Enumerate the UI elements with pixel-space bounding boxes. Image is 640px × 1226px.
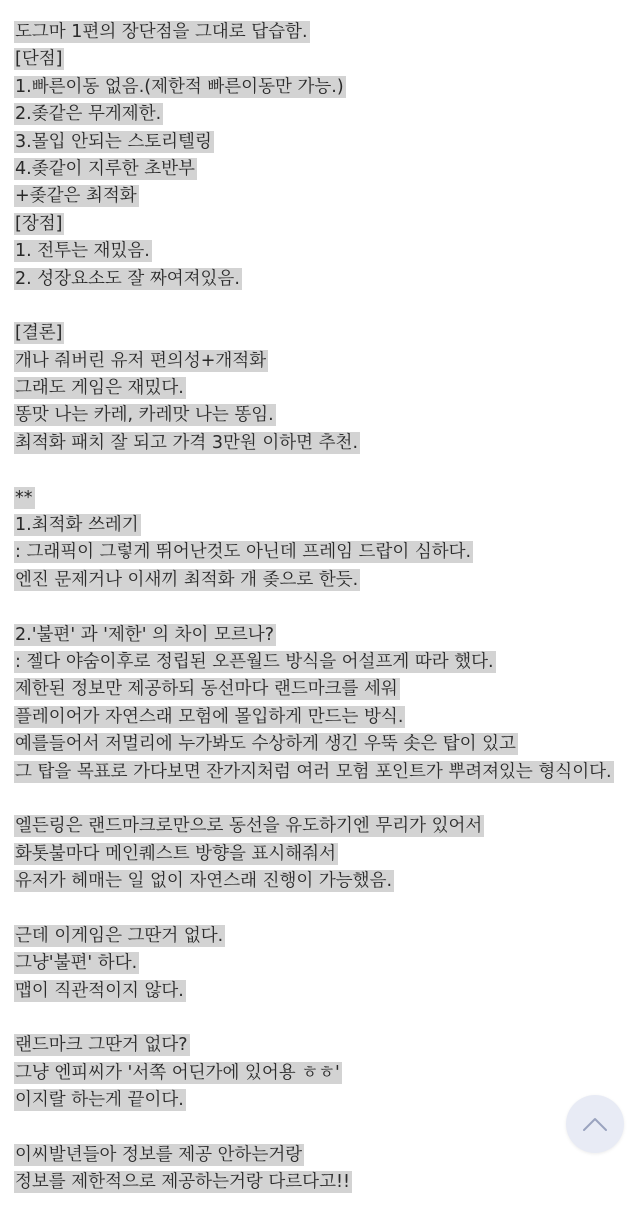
highlighted-text: 플레이어가 자연스래 모험에 몰입하게 만드는 방식. [15,706,404,727]
highlighted-text: 1. 전투는 재밌음. [15,241,150,262]
text-line [14,211,630,238]
text-line [14,841,630,868]
highlighted-text: 정보를 제한적으로 제공하는거랑 다르다고!! [15,1172,351,1193]
text-line [14,375,630,402]
text-line [14,101,630,128]
text-line [14,813,630,840]
text-line [14,1142,630,1169]
text-line [14,512,630,539]
highlighted-text: 똥맛 나는 카레, 카레맛 나는 똥임. [15,405,274,426]
post-body [14,19,630,1197]
highlighted-text: 1.빠른이동 없음.(제한적 빠른이동만 가능.) [15,76,344,97]
highlighted-text: +좆같은 최적화 [15,186,137,207]
text-line [14,402,630,429]
text-line [14,74,630,101]
highlighted-text: 2.좆같은 무게제한. [15,104,162,125]
highlighted-text: 도그마 1편의 장단점을 그대로 답습함. [15,22,308,42]
highlighted-text: 1.최적화 쓰레기 [15,515,139,536]
highlighted-text: 3.몰입 안되는 스토리텔링 [15,131,212,152]
highlighted-text: 랜드마크 그딴거 없다? [15,1035,188,1056]
text-line [14,1032,630,1059]
text-line [14,731,630,758]
highlighted-text: ** [15,487,33,508]
text-line [14,704,630,731]
highlighted-text: 최적화 패치 잘 되고 가격 3만원 이하면 추천. [15,432,359,453]
text-line [14,485,630,512]
highlighted-text: 유저가 헤매는 일 없이 자연스래 진행이 가능했음. [15,871,393,892]
text-line [14,266,630,293]
highlighted-text: 맵이 직관적이지 않다. [15,980,184,1001]
highlighted-text: 이씨발년들아 정보를 제공 안하는거랑 [15,1145,303,1166]
text-line [14,676,630,703]
text-line [14,649,630,676]
highlighted-text: 엔진 문제거나 이새끼 최적화 개 좆으로 한듯. [15,569,359,590]
text-line [14,1087,630,1114]
text-line [14,320,630,347]
highlighted-text: 엘든링은 랜드마크로만으로 동선을 유도하기엔 무리가 있어서 [15,816,483,837]
text-line [14,183,630,210]
blank-line [14,594,630,621]
highlighted-text: 그냥 엔피씨가 '서쪽 어딘가에 있어용 ㅎㅎ' [15,1062,340,1083]
highlighted-text: 이지랄 하는게 끝이다. [15,1090,184,1111]
blank-line [14,457,630,484]
highlighted-text: 그래도 게임은 재밌다. [15,378,184,399]
highlighted-text: 근데 이게임은 그딴거 없다. [15,925,224,946]
blank-line [14,786,630,813]
text-line [14,622,630,649]
text-line [14,19,630,46]
text-line [14,156,630,183]
text-line [14,46,630,73]
highlighted-text: 예를들어서 저멀리에 누가봐도 수상하게 생긴 우뚝 솟은 탑이 있고 [15,734,516,755]
blank-line [14,1005,630,1032]
text-line [14,539,630,566]
text-line [14,923,630,950]
blank-line [14,896,630,923]
blank-line [14,1115,630,1142]
text-line [14,348,630,375]
blank-line [14,293,630,320]
chevron-up-icon [582,1116,608,1132]
highlighted-text: 화톳불마다 메인퀘스트 방향을 표시해줘서 [15,843,336,864]
highlighted-text: 그냥'불편' 하다. [15,953,138,974]
text-line [14,1060,630,1087]
highlighted-text: 개나 줘버린 유저 편의성+개적화 [15,350,267,371]
highlighted-text: 2.'불편' 과 '제한' 의 차이 모르나? [15,624,274,645]
text-line [14,759,630,786]
text-line [14,567,630,594]
highlighted-text: : 그래픽이 그렇게 뛰어난것도 아닌데 프레임 드랍이 심하다. [15,542,472,563]
highlighted-text: 4.좆같이 지루한 초반부 [15,158,195,179]
highlighted-text: 제한된 정보만 제공하되 동선마다 랜드마크를 세워 [15,679,398,700]
text-line [14,868,630,895]
text-line [14,430,630,457]
text-line [14,129,630,156]
scroll-to-top-button[interactable] [566,1095,624,1153]
text-line [14,978,630,1005]
highlighted-text: [장점] [15,213,63,234]
highlighted-text: [단점] [15,49,63,70]
highlighted-text: 2. 성장요소도 잘 짜여져있음. [15,268,240,289]
highlighted-text: [결론] [15,323,63,344]
highlighted-text: 그 탑을 목표로 가다보면 잔가지처럼 여러 모험 포인트가 뿌려져있는 형식이다. [15,761,612,782]
text-line [14,1169,630,1196]
text-line [14,950,630,977]
highlighted-text: : 젤다 야숨이후로 정립된 오픈월드 방식을 어설프게 따라 했다. [15,651,494,672]
text-line [14,238,630,265]
